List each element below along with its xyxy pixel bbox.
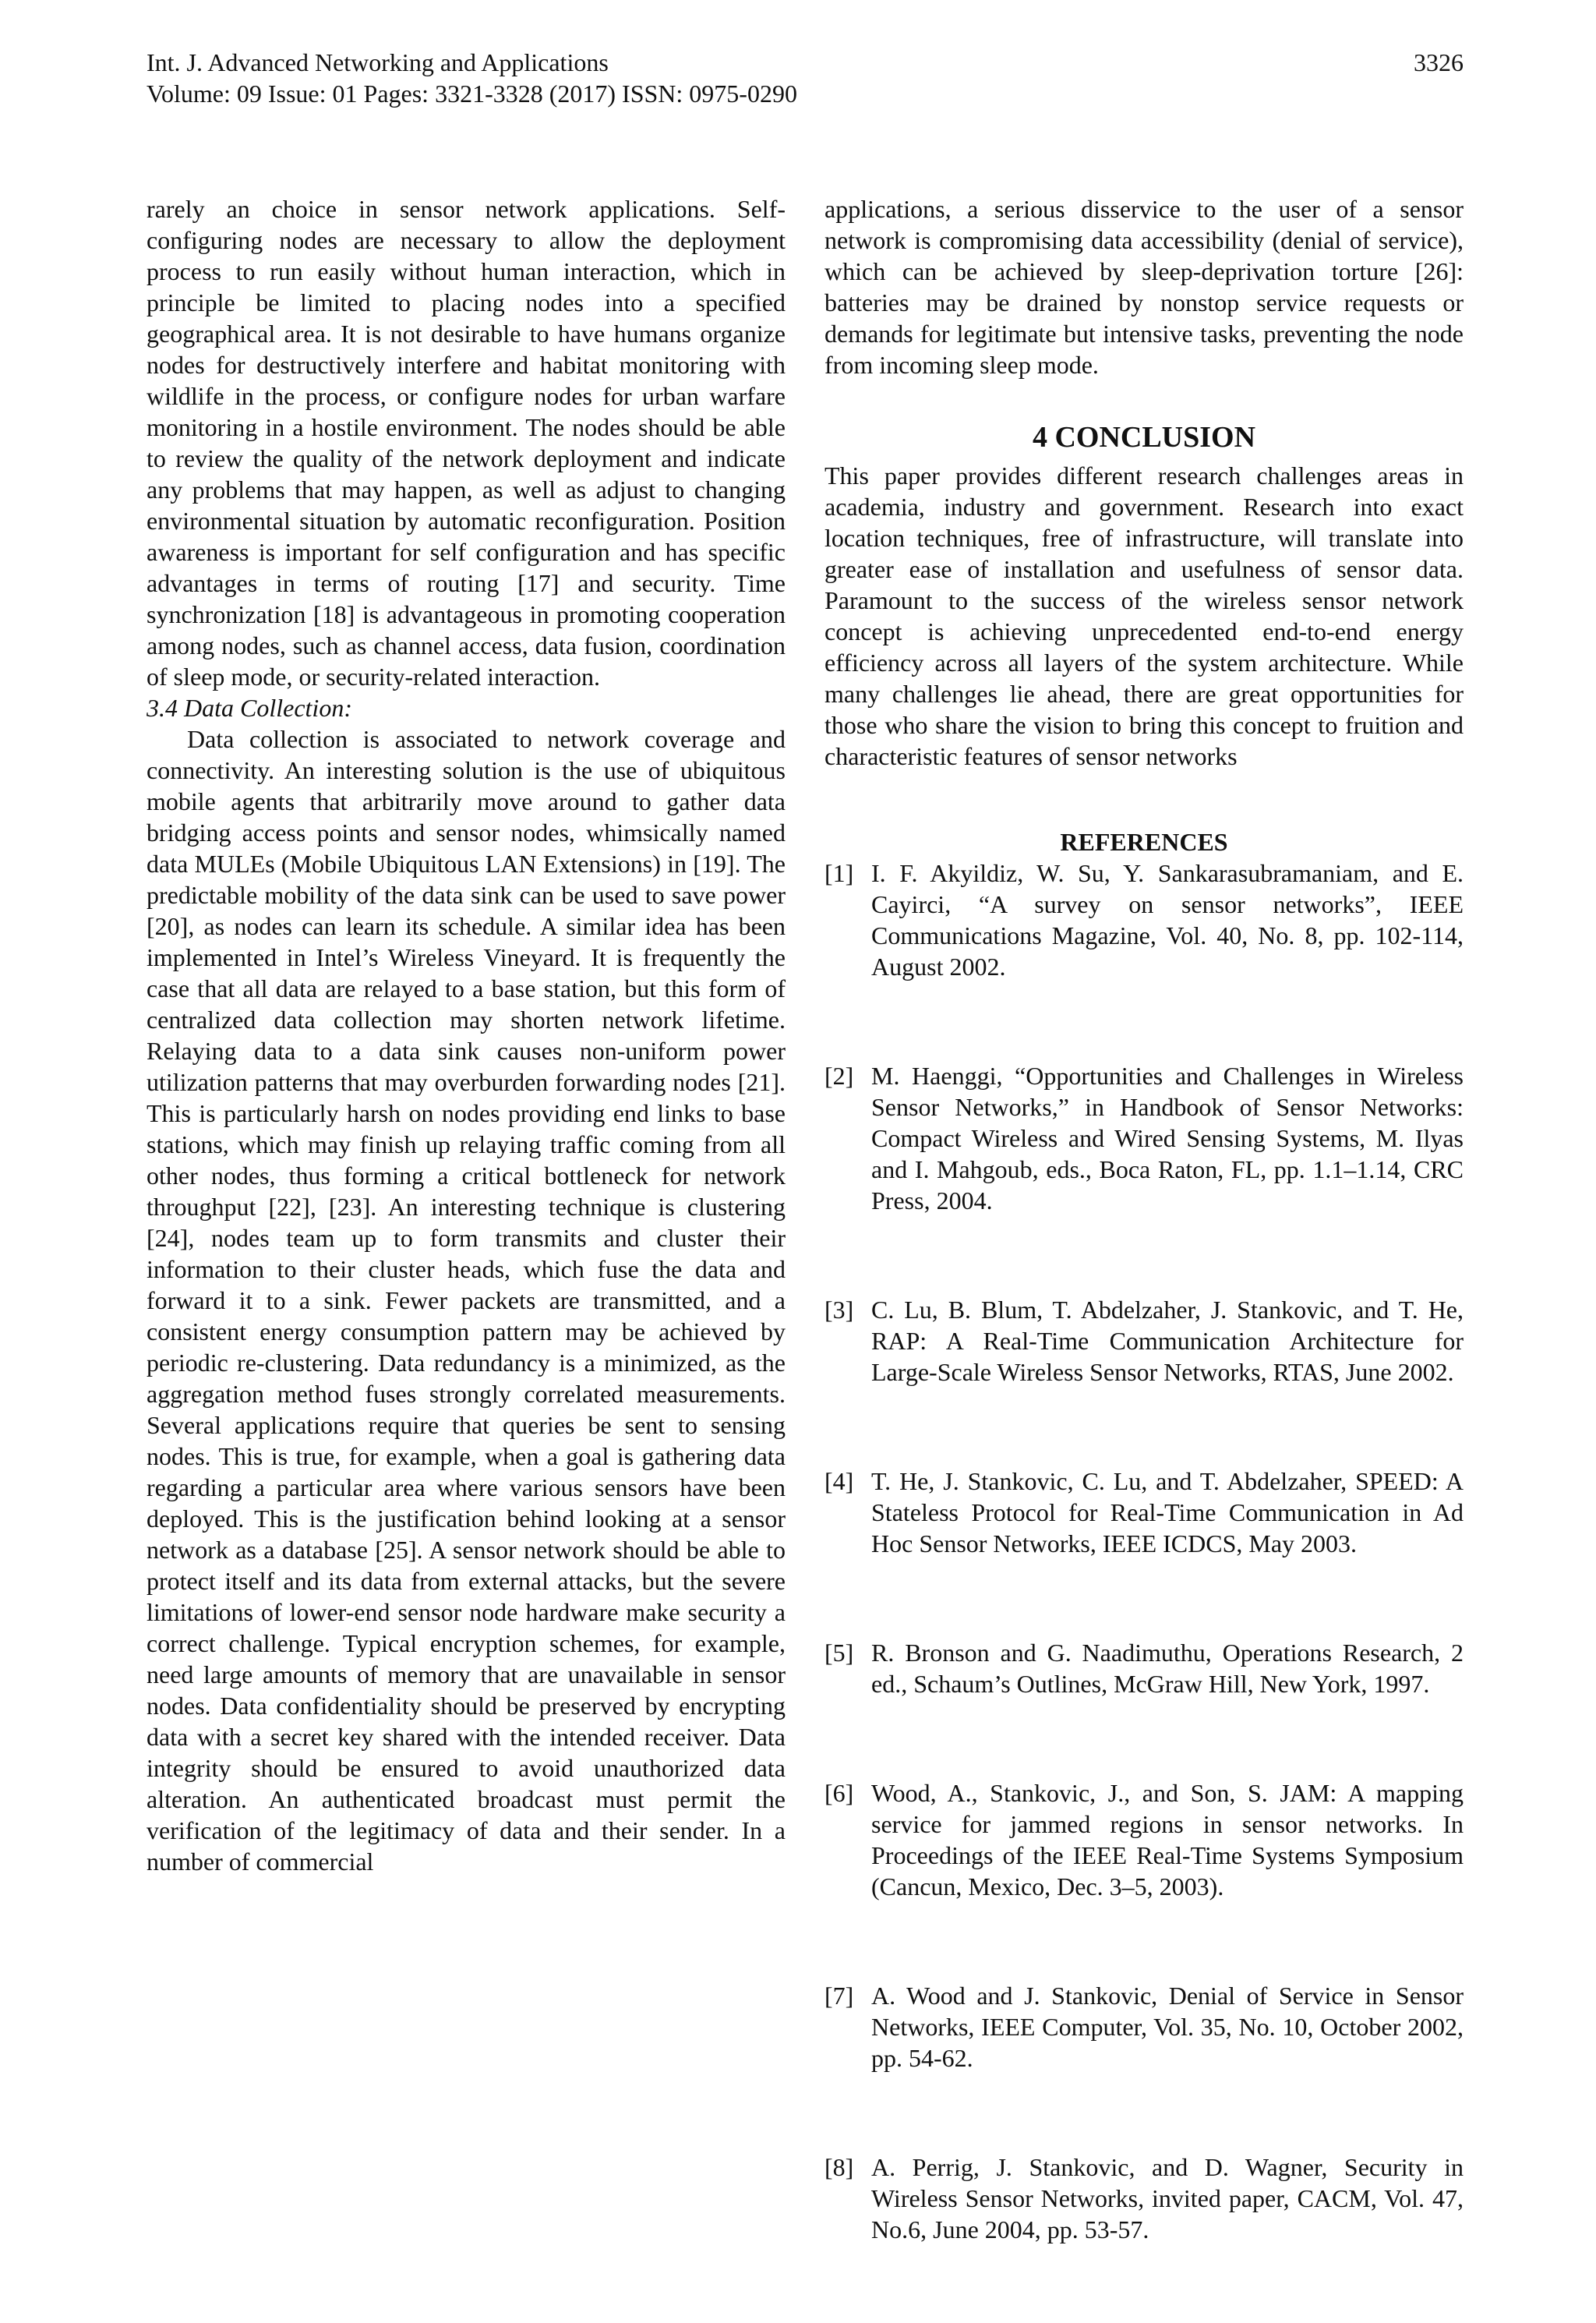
reference-text: R. Bronson and G. Naadimuthu, Operations Research, 2 ed., Schaum’s Outlines, McGraw Hill, New York, 1997. [871,1639,1464,1698]
references-heading: REFERENCES [1060,828,1228,856]
left-column [147,193,786,1877]
reference-item [824,1777,1464,1902]
reference-text: M. Haenggi, “Opportunities and Challenges in Wireless Sensor Networks,” in Handbook of Sensor Networks: Compact Wireless and Wired Sensing Systems, M. Ilyas and I. Mahgoub, eds., Boca Raton, FL, pp. 1.1–1.14, CRC Press, 2004. [871,1062,1464,1215]
volume-line: Volume: 09 Issue: 01 Pages: 3321-3328 (2017) ISSN: 0975-0290 [147,80,797,108]
reference-item [824,1466,1464,1559]
reference-item [824,1294,1464,1388]
reference-item [824,1980,1464,2074]
conclusion-paragraph: This paper provides different research challenges areas in academia, industry and government. Research into exact location techniques, free of infrastructure, will translate into greater ease of installation and usefulness of sensor data. Paramount to the success of the wireless sensor network concept is achieving unprecedented end-to-end energy efficiency across all layers of the system architecture. While many challenges lie ahead, there are great opportunities for those who share the vision to bring this concept to fruition and characteristic features of sensor networks [824,461,1464,770]
reference-item [824,857,1464,982]
reference-item [824,1637,1464,1699]
body-paragraph: applications, a serious disservice to the user of a sensor network is compromising data accessibility (denial of service), which can be achieved by sleep-deprivation torture [26]: batteries may be drained by nonstop service requests or demands for legitimate but intensive tasks, preventing the node from incoming sleep mode. [824,195,1464,379]
reference-text: C. Lu, B. Blum, T. Abdelzaher, J. Stankovic, and T. He, RAP: A Real-Time Communication Architecture for Large-Scale Wireless Sensor Networks, RTAS, June 2002. [871,1296,1464,1386]
reference-number: [8] [824,2153,854,2181]
reference-text: I. F. Akyildiz, W. Su, Y. Sankarasubramaniam, and E. Cayirci, “A survey on sensor networks”, IEEE Communications Magazine, Vol. 40, No. 8, pp. 102-114, August 2002. [871,859,1464,981]
reference-number: [5] [824,1639,854,1667]
reference-list [824,857,1464,2245]
section-heading-conclusion: 4 CONCLUSION [1032,421,1256,454]
body-paragraph: rarely an choice in sensor network applications. Self-configuring nodes are necessary to allow the deployment process to run easily without human interaction, which in principle be limited to placing nodes into a specified geographical area. It is not desirable to have humans organize nodes for destructively interfere and habitat monitoring with wildlife in the process, or configure nodes for urban warfare monitoring in a hostile environment. The nodes should be able to review the quality of the network deployment and indicate any problems that may happen, as well as adjust to changing environmental situation by automatic reconfiguration. Position awareness is important for self configuration and has specific advantages in terms of routing [17] and security. Time synchronization [18] is advantageous in promoting cooperation among nodes, such as channel access, data fusion, coordination of sleep mode, or security-related interaction. [147,195,786,691]
reference-number: [6] [824,1779,854,1807]
reference-number: [3] [824,1296,854,1324]
page-number: 3326 [1414,48,1464,76]
journal-title: Int. J. Advanced Networking and Applications [147,48,609,76]
reference-number: [1] [824,859,854,887]
reference-number: [2] [824,1062,854,1090]
reference-number: [7] [824,1982,854,2010]
reference-text: Wood, A., Stankovic, J., and Son, S. JAM: A mapping service for jammed regions in sensor networks. In Proceedings of the IEEE Real-Time Systems Symposium (Cancun, Mexico, Dec. 3–5, 2003). [871,1779,1464,1900]
body-paragraph: Data collection is associated to network coverage and connectivity. An interesting solution is the use of ubiquitous mobile agents that arbitrarily move around to gather data bridging access points and sensor nodes, whimsically named data MULEs (Mobile Ubiquitous LAN Extensions) in [19]. The predictable mobility of the data sink can be used to save power [20], as nodes can learn its schedule. A similar idea has been implemented in Intel’s Wireless Vineyard. It is frequently the case that all data are relayed to a base station, but this form of centralized data collection may shorten network lifetime. Relaying data to a data sink causes non-uniform power utilization patterns that may overburden forwarding nodes [21]. This is particularly harsh on nodes providing end links to base stations, which may finish up relaying traffic coming from all other nodes, thus forming a critical bottleneck for network throughput [22], [23]. An interesting technique is clustering [24], nodes team up to form transmits and cluster their information to their cluster heads, which fuse the data and forward it to a sink. Fewer packets are transmitted, and a consistent energy consumption pattern may be achieved by periodic re-clustering. Data redundancy is a minimized, as the aggregation method fuses strongly correlated measurements. Several applications require that queries be sent to sensing nodes. This is true, for example, when a goal is gathering data regarding a particular area where various sensors have been deployed. This is the justification behind looking at a sensor network as a database [25]. A sensor network should be able to protect itself and its data from external attacks, but the severe limitations of lower-end sensor node hardware make security a correct challenge. Typical encryption schemes, for example, need large amounts of memory that are unavailable in sensor nodes. Data confidentiality should be preserved by encrypting data with a secret key shared with the intended receiver. Data integrity should be ensured to avoid unauthorized data alteration. An authenticated broadcast must permit the verification of the legitimacy of data and their sender. In a number of commercial [147,725,786,1876]
page-header [147,47,1464,109]
reference-text: T. He, J. Stankovic, C. Lu, and T. Abdelzaher, SPEED: A Stateless Protocol for Real-Time Communication in Ad Hoc Sensor Networks, IEEE ICDCS, May 2003. [871,1467,1464,1558]
section-heading-data-collection: 3.4 Data Collection: [147,694,352,722]
reference-item [824,2152,1464,2245]
reference-text: A. Perrig, J. Stankovic, and D. Wagner, Security in Wireless Sensor Networks, invited paper, CACM, Vol. 47, No.6, June 2004, pp. 53-57. [871,2153,1464,2243]
reference-item [824,1060,1464,1216]
reference-text: A. Wood and J. Stankovic, Denial of Service in Sensor Networks, IEEE Computer, Vol. 35, No. 10, October 2002, pp. 54-62. [871,1982,1464,2072]
reference-number: [4] [824,1467,854,1495]
right-column [824,193,1464,2323]
